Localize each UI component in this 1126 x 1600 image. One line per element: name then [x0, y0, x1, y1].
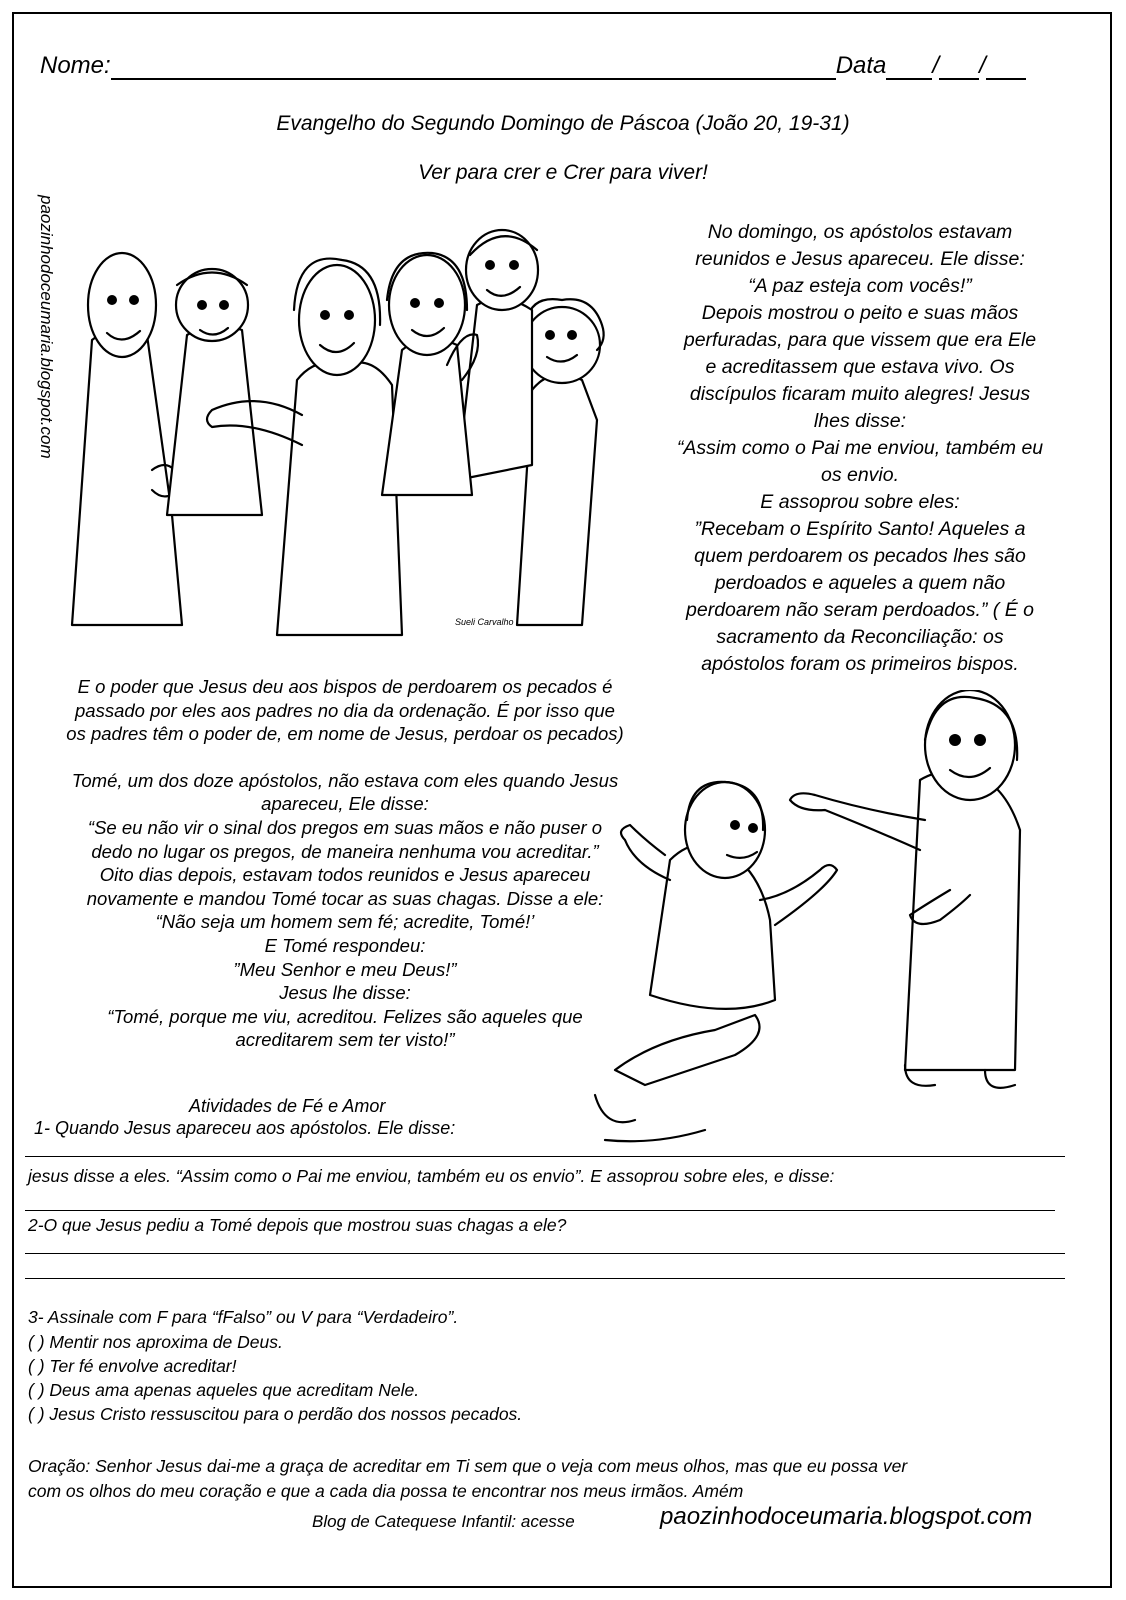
story-line: perdoarem não seram perdoados.” ( É o: [686, 599, 1034, 621]
story-line: E Tomé respondeu:: [264, 934, 426, 956]
side-url-text: paozinhodoceumaria.blogspot.com: [37, 195, 56, 459]
story-line: Jesus lhe disse:: [279, 982, 411, 1004]
story-line: E o poder que Jesus deu aos bispos de perdoarem os pecados é: [77, 676, 613, 697]
apostles-illustration: [62, 215, 642, 640]
story-left: [20, 675, 670, 1052]
story-line: reunidos e Jesus apareceu. Ele disse:: [695, 248, 1025, 270]
story-line: discípulos ficaram muito alegres! Jesus: [689, 383, 1031, 405]
name-field[interactable]: [111, 54, 836, 80]
story-line: lhes disse:: [813, 410, 907, 432]
answer-line[interactable]: [25, 1210, 1055, 1211]
true-false-item: [28, 1356, 237, 1377]
date-month-field[interactable]: [939, 54, 979, 80]
story-line: quem perdoarem os pecados lhes são: [694, 545, 1026, 567]
story-line: passado por eles aos padres no dia da ordenação. É por isso que: [75, 699, 615, 721]
question-1: 1- Quando Jesus apareceu aos apóstolos. Ele disse:: [34, 1118, 456, 1138]
answer-line[interactable]: [25, 1253, 1065, 1254]
story-line: “Assim como o Pai me enviou, também eu: [676, 437, 1044, 459]
answer-line[interactable]: [25, 1278, 1065, 1279]
checkbox[interactable]: ( ): [28, 1404, 45, 1424]
illustration-credit: Sueli Carvalho: [455, 617, 514, 627]
story-line: No domingo, os apóstolos estavam: [707, 221, 1013, 243]
story-line: ”Recebam o Espírito Santo! Aqueles a: [694, 518, 1026, 540]
story-line: E assoprou sobre eles:: [760, 491, 960, 513]
footer-label: Blog de Catequese Infantil: acesse: [312, 1512, 575, 1531]
story-line: Oito dias depois, estavam todos reunidos e Jesus apareceu: [99, 864, 591, 886]
date-label: Data: [835, 52, 887, 79]
true-false-item: [28, 1332, 283, 1353]
story-line: “Não seja um homem sem fé; acredite, Tomé!’: [155, 911, 535, 933]
checkbox[interactable]: ( ): [28, 1332, 45, 1352]
story-line: perfuradas, para que vissem que era Ele: [683, 329, 1037, 351]
story-line: “Se eu não vir o sinal dos pregos em suas mãos e não puser o: [87, 816, 603, 838]
question-2: 2-O que Jesus pediu a Tomé depois que mostrou suas chagas a ele?: [28, 1215, 567, 1235]
story-right: [640, 219, 1080, 678]
story-line: “A paz esteja com vocês!”: [748, 275, 972, 297]
prayer-line: Oração: Senhor Jesus dai-me a graça de acreditar em Ti sem que o veja com meus olhos, mas que eu possa ver: [28, 1456, 908, 1476]
story-line: apareceu, Ele disse:: [261, 793, 429, 815]
date-separator: /: [979, 52, 986, 79]
true-false-item: [28, 1380, 419, 1401]
story-line: perdoados e aqueles a quem não: [714, 572, 1006, 594]
story-line: ”Meu Senhor e meu Deus!”: [233, 958, 457, 980]
item-text: Ter fé envolve acreditar!: [49, 1356, 237, 1376]
story-line: Tomé, um dos doze apóstolos, não estava com eles quando Jesus: [71, 769, 619, 791]
date-day-field[interactable]: [886, 54, 932, 80]
story-line: os padres têm o poder de, em nome de Jesus, perdoar os pecados): [66, 723, 624, 745]
question-1-continuation: jesus disse a eles. “Assim como o Pai me enviou, também eu os envio”. E assoprou sobre eles, e disse:: [28, 1166, 835, 1186]
page-title: Evangelho do Segundo Domingo de Páscoa (João 20, 19-31): [276, 112, 850, 135]
prayer-line: com os olhos do meu coração e que a cada dia possa te encontrar nos meus irmãos. Amém: [28, 1481, 744, 1501]
name-label: Nome:: [40, 52, 111, 79]
story-line: sacramento da Reconciliação: os: [716, 626, 1004, 648]
checkbox[interactable]: ( ): [28, 1380, 45, 1400]
item-text: Deus ama apenas aqueles que acreditam Nele.: [49, 1380, 420, 1400]
story-line: apóstolos foram os primeiros bispos.: [701, 653, 1019, 675]
answer-line[interactable]: [25, 1156, 1065, 1157]
date-year-field[interactable]: [986, 54, 1026, 80]
story-line: e acreditassem que estava vivo. Os: [705, 356, 1015, 378]
footer-url[interactable]: paozinhodoceumaria.blogspot.com: [660, 1503, 1033, 1530]
story-line: os envio.: [820, 464, 900, 486]
story-line: dedo no lugar os pregos, de maneira nenhuma vou acreditar.”: [91, 840, 599, 862]
name-date-header: [40, 40, 1070, 80]
side-url: [30, 195, 60, 555]
true-false-item: [28, 1404, 522, 1425]
story-line: Depois mostrou o peito e suas mãos: [701, 302, 1019, 324]
story-line: acreditarem sem ter visto!”: [235, 1029, 455, 1051]
date-separator: /: [932, 52, 940, 79]
item-text: Jesus Cristo ressuscitou para o perdão dos nossos pecados.: [49, 1404, 523, 1424]
checkbox[interactable]: ( ): [28, 1356, 45, 1376]
activities-heading: Atividades de Fé e Amor: [189, 1096, 386, 1116]
item-text: Mentir nos aproxima de Deus.: [49, 1332, 283, 1352]
story-line: “Tomé, porque me viu, acreditou. Felizes são aqueles que: [107, 1005, 583, 1027]
question-3: 3- Assinale com F para “fFalso” ou V para “Verdadeiro”.: [28, 1307, 459, 1327]
story-line: novamente e mandou Tomé tocar as suas chagas. Disse a ele:: [86, 887, 604, 909]
page-subtitle: Ver para crer e Crer para viver!: [418, 161, 708, 184]
